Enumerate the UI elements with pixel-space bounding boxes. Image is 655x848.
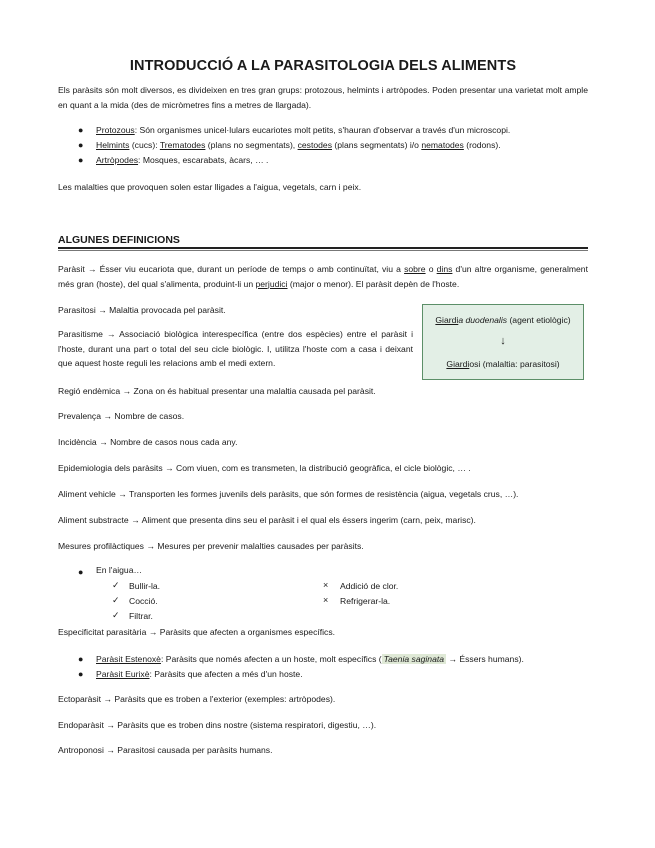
checkmark-icon: ✓ xyxy=(112,595,120,605)
cross-item: Refrigerar-la. xyxy=(340,596,391,606)
definition-parasitosi: Parasitosi → Malaltia provocada pel paràsit. xyxy=(58,305,226,315)
intro-paragraph: Els paràsits són molt diversos, es divideixen en tres gran grups: protozous, helmints i artròpodes. Poden presentar una varietat molt ample en quant a la mida (des de micròmetres fins a metres de llargada). xyxy=(58,85,588,110)
section-divider-thin xyxy=(58,250,588,251)
list-item-protozous xyxy=(96,123,510,138)
text-fragment: osi (malaltia: parasitosi) xyxy=(469,359,560,369)
text-fragment: → Éssers humans). xyxy=(446,654,524,664)
term-nematodes: nematodes xyxy=(421,140,464,150)
definition-ectoparasit: Ectoparàsit → Paràsits que es troben a l'exterior (exemples: artròpodes). xyxy=(58,694,336,704)
term-estenoxe: Paràsit Estenoxè xyxy=(96,654,161,664)
definition-text: : Són organismes unicel·lulars eucariotes molt petits, s'hauran d'observar a través d'un microscopi. xyxy=(134,125,511,135)
example-box xyxy=(422,304,584,380)
check-item: Cocció. xyxy=(129,596,158,606)
diseases-paragraph: Les malalties que provoquen solen estar lligades a l'aigua, vegetals, carn i peix. xyxy=(58,182,362,192)
text-fragment: (rodons). xyxy=(463,140,501,150)
list-item-eurixe xyxy=(96,667,303,682)
bullet-icon: ● xyxy=(78,567,84,577)
definition-mesures-profilactiques: Mesures profilàctiques → Mesures per prevenir malalties causades per paràsits. xyxy=(58,541,364,551)
text-fragment: : Paràsits que afecten a més d'un hoste. xyxy=(149,669,303,679)
term-giardi: Giardi xyxy=(446,359,470,369)
page-title: INTRODUCCIÓ A LA PARASITOLOGIA DELS ALIMENTS xyxy=(129,58,517,74)
text-fragment: o xyxy=(425,264,437,274)
definition-aliment-vehicle: Aliment vehicle → Transporten les formes juvenils dels paràsits, que són formes de resistència (aigua, vegetals crus, …). xyxy=(58,489,519,499)
definition-regio-endemica: Regió endèmica → Zona on és habitual presentar una malaltia causada pel paràsit. xyxy=(58,386,376,396)
definition-epidemiologia: Epidemiologia dels paràsits → Com viuen, com es transmeten, la distribució geogràfica, el cicle biològic, … . xyxy=(58,463,471,473)
text-fragment: (plans segmentats) i/o xyxy=(332,140,422,150)
bullet-icon: ● xyxy=(78,155,84,165)
definition-especificitat: Especificitat parasitària → Paràsits que afecten a organismes específics. xyxy=(58,627,336,637)
list-item-artropodes xyxy=(96,153,268,168)
definition-aliment-substracte: Aliment substracte → Aliment que presenta dins seu el paràsit i el qual els éssers ingerim (carn, peix, marisc). xyxy=(58,515,476,525)
term-helmints: Helmints xyxy=(96,140,130,150)
definition-incidencia: Incidència → Nombre de casos nous cada any. xyxy=(58,437,238,447)
cross-icon: × xyxy=(323,580,329,590)
section-heading: ALGUNES DEFINICIONS xyxy=(58,234,180,246)
aigua-label: En l'aigua… xyxy=(96,565,143,575)
box-line-agent xyxy=(423,315,583,325)
definition-prevalenca: Prevalença → Nombre de casos. xyxy=(58,411,185,421)
text-fragment: d'un altre organisme, generalment més gran (hoste), del qual s'alimenta, produint-li un xyxy=(58,264,588,289)
text-fragment: (major o menor). El paràsit depèn de l'hoste. xyxy=(287,278,460,289)
text-fragment: (cucs): xyxy=(129,140,160,150)
text-fragment: (plans no segmentats), xyxy=(205,140,298,150)
species-italic: a duodenalis xyxy=(458,315,508,325)
bullet-icon: ● xyxy=(78,140,84,150)
term-protozous: Protozous xyxy=(96,125,135,135)
term-perjudici: perjudici xyxy=(255,278,288,289)
definition-parasitisme: Parasitisme → Associació biològica interespecífica (entre dos espècies) entre el paràsit i l'hoste, durant una part o total del seu cicle biològic. I, utilitza l'hoste com a casa i deixant que aquest hoste reguli les relacions amb el medi extern. xyxy=(58,329,413,368)
bullet-icon: ● xyxy=(78,669,84,679)
definition-parasit xyxy=(58,262,588,291)
list-item-estenoxe xyxy=(96,652,524,667)
bullet-icon: ● xyxy=(78,125,84,135)
box-line-disease xyxy=(423,359,583,369)
cross-icon: × xyxy=(323,595,329,605)
definition-endoparasit: Endoparàsit → Paràsits que es troben dins nostre (sistema respiratori, digestiu, …). xyxy=(58,720,377,730)
term-dins: dins xyxy=(436,264,453,274)
term-trematodes: Trematodes xyxy=(159,140,206,150)
check-item: Bullir-la. xyxy=(129,581,161,591)
term-cestodes: cestodes xyxy=(297,140,332,150)
term-sobre: sobre xyxy=(404,264,426,274)
checkmark-icon: ✓ xyxy=(112,580,120,590)
definition-text: : Mosques, escarabats, àcars, … . xyxy=(138,155,269,165)
bullet-icon: ● xyxy=(78,654,84,664)
species-highlight: Taenia saginata xyxy=(383,654,445,664)
term-giardi: Giardi xyxy=(435,315,459,325)
text-fragment: : Paràsits que només afecten a un hoste, molt específics ( xyxy=(160,654,382,664)
list-item-helmints xyxy=(96,138,501,153)
text-fragment: (agent etiològic) xyxy=(507,315,571,325)
text-fragment: Paràsit → Ésser viu eucariota que, durant un període de temps o amb continuïtat, viu a xyxy=(58,264,405,274)
checkmark-icon: ✓ xyxy=(112,610,120,620)
term-artropodes: Artròpodes xyxy=(96,155,139,165)
definition-antroponosi: Antroponosi → Parasitosi causada per paràsits humans. xyxy=(58,745,273,755)
arrow-down-icon: ↓ xyxy=(500,335,506,347)
term-eurixe: Paràsit Eurixè xyxy=(96,669,150,679)
section-divider xyxy=(58,247,588,249)
check-item: Filtrar. xyxy=(129,611,153,621)
cross-item: Addició de clor. xyxy=(340,581,399,591)
